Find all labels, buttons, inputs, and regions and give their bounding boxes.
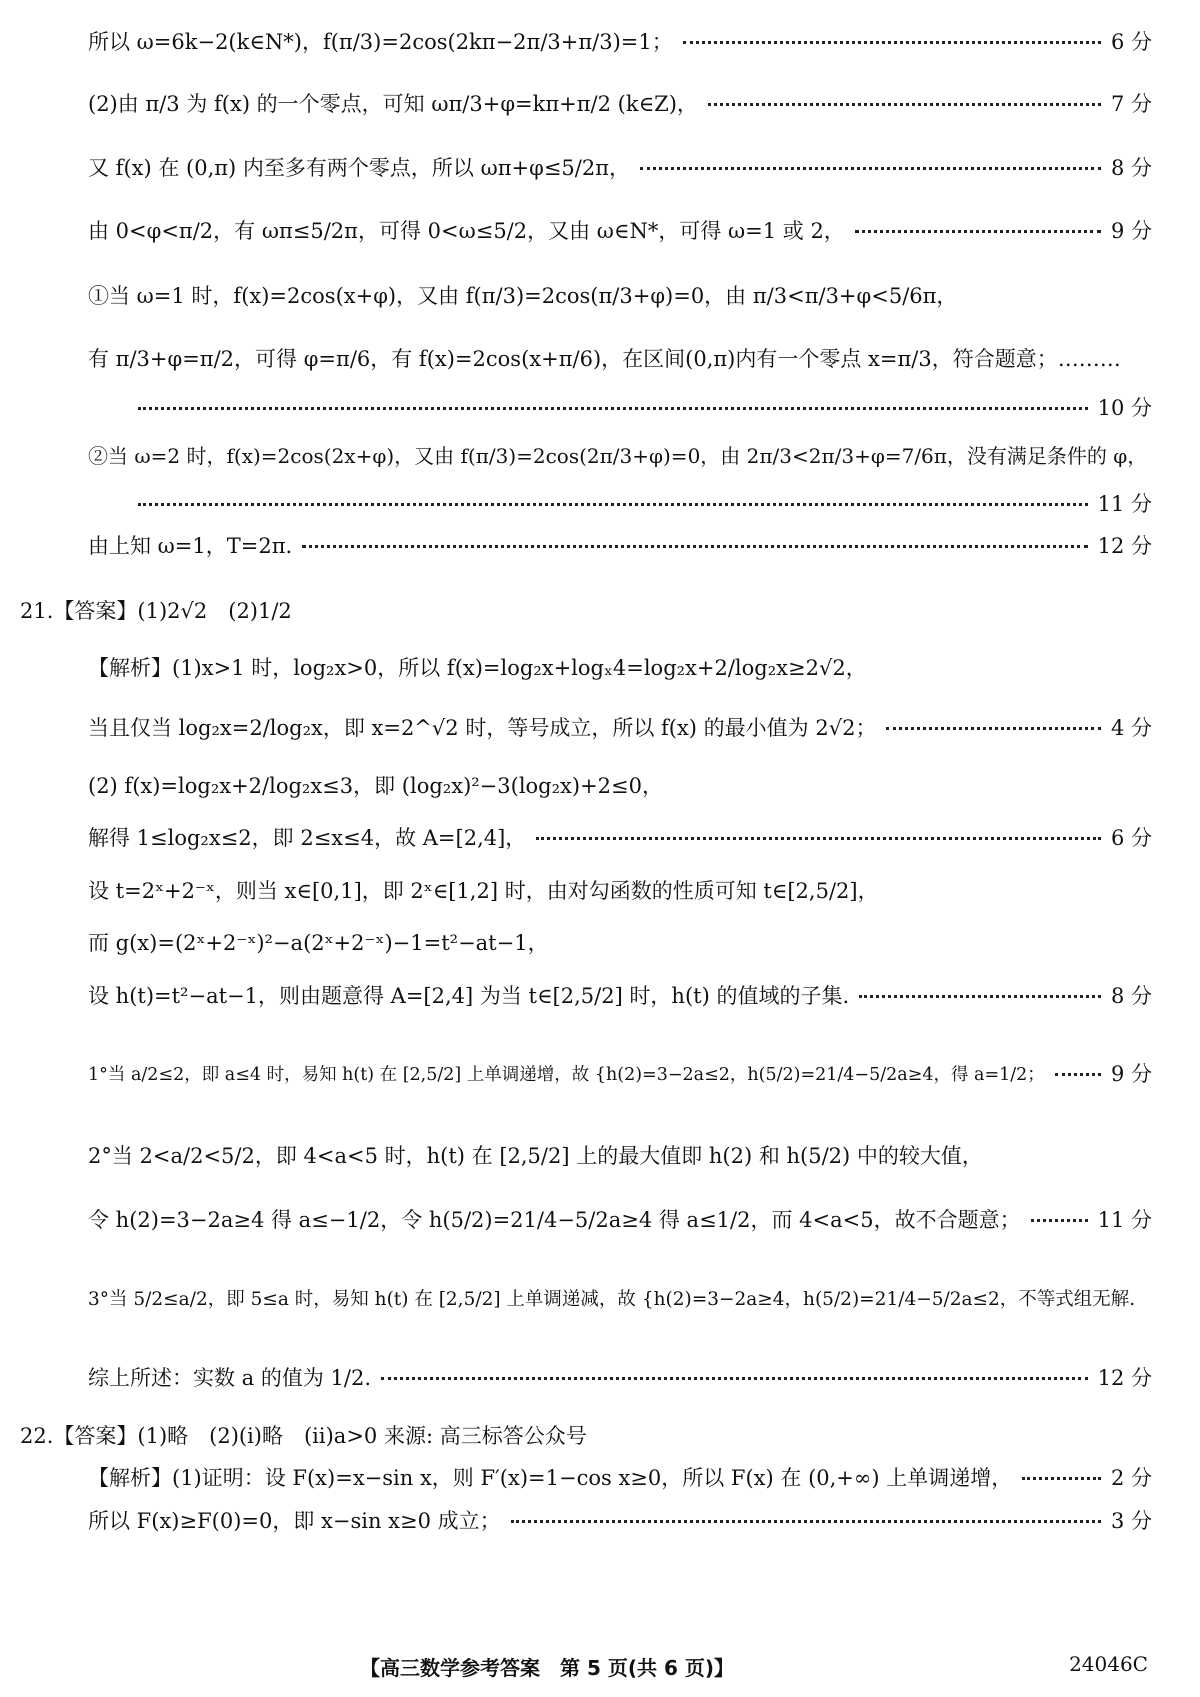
solution-line bbox=[88, 343, 1152, 373]
line-text: 2°当 2<a/2<5/2，即 4<a<5 时，h(t) 在 [2,5/2] 上的最大值即 h(2) 和 h(5/2) 中的较大值， bbox=[88, 1144, 983, 1168]
solution-line bbox=[88, 875, 1152, 905]
line-text: 令 h(2)=3−2a≥4 得 a≤−1/2，令 h(5/2)=21/4−5/2a≥4 得 a≤1/2，而 4<a<5，故不合题意； bbox=[88, 1208, 1021, 1232]
dot-leader bbox=[1022, 1475, 1101, 1480]
dot-leader bbox=[511, 1518, 1101, 1523]
line-text: 3°当 5/2≤a/2，即 5≤a 时，易知 h(t) 在 [2,5/2] 上单调递减，故 {h(2)=3−2a≥4，h(5/2)=21/4−5/2a≤2，不等式组无解. bbox=[88, 1289, 1136, 1310]
line-text: (2)由 π/3 为 f(x) 的一个零点，可知 ωπ/3+φ=kπ+π/2 (k∈Z)， bbox=[88, 92, 698, 116]
solution-line bbox=[88, 530, 1152, 560]
line-text: ①当 ω=1 时，f(x)=2cos(x+φ)，又由 f(π/3)=2cos(π/3+φ)=0，由 π/3<π/3+φ<5/6π， bbox=[88, 284, 958, 308]
score-points: 10 分 bbox=[1097, 396, 1152, 420]
solution-line bbox=[88, 927, 1152, 957]
score-points: 12 分 bbox=[1097, 1366, 1152, 1390]
solution-line bbox=[88, 1505, 1152, 1535]
score-points: 11 分 bbox=[1097, 492, 1152, 516]
solution-line bbox=[88, 280, 1152, 310]
footer-title: 【高三数学参考答案 第 5 页(共 6 页)】 bbox=[360, 1656, 734, 1680]
line-text: 有 π/3+φ=π/2，可得 φ=π/6，有 f(x)=2cos(x+π/6)，在区间(0,π)内有一个零点 x=π/3，符合题意；……… bbox=[88, 347, 1121, 371]
solution-line bbox=[88, 215, 1152, 245]
score-points: 7 分 bbox=[1110, 92, 1152, 116]
question-answer-heading bbox=[20, 595, 1152, 625]
dot-leader bbox=[886, 725, 1101, 730]
line-text: 【解析】(1)证明：设 F(x)=x−sin x，则 F′(x)=1−cos x≥0，所以 F(x) 在 (0,+∞) 上单调递增， bbox=[88, 1466, 1013, 1490]
dot-leader bbox=[138, 501, 1088, 506]
solution-line bbox=[88, 770, 1152, 800]
solution-line bbox=[88, 652, 1152, 682]
line-text: 设 h(t)=t²−at−1，则由题意得 A=[2,4] 为当 t∈[2,5/2] 时，h(t) 的值域的子集. bbox=[88, 984, 850, 1008]
line-text: 而 g(x)=(2ˣ+2⁻ˣ)²−a(2ˣ+2⁻ˣ)−1=t²−at−1， bbox=[88, 931, 549, 955]
line-text: 综上所述：实数 a 的值为 1/2. bbox=[88, 1366, 372, 1390]
solution-line bbox=[88, 1058, 1152, 1088]
solution-line bbox=[88, 1285, 1152, 1311]
score-points: 11 分 bbox=[1097, 1208, 1152, 1232]
solution-line bbox=[88, 980, 1152, 1010]
score-points: 12 分 bbox=[1097, 534, 1152, 558]
document-code: 24046C bbox=[1069, 1652, 1148, 1676]
solution-line bbox=[88, 26, 1152, 56]
line-text: 所以 ω=6k−2(k∈N*)，f(π/3)=2cos(2kπ−2π/3+π/3)=1； bbox=[88, 30, 673, 54]
line-text: 由上知 ω=1，T=2π. bbox=[88, 534, 293, 558]
line-text: 22.【答案】(1)略 (2)(ⅰ)略 (ⅱ)a>0 来源: 高三标答公众号 bbox=[20, 1424, 587, 1448]
line-text: 所以 F(x)≥F(0)=0，即 x−sin x≥0 成立； bbox=[88, 1509, 501, 1533]
line-text: 解得 1≤log₂x≤2，即 2≤x≤4，故 A=[2,4]， bbox=[88, 826, 527, 850]
page-footer bbox=[0, 1652, 1200, 1682]
score-points: 8 分 bbox=[1110, 984, 1152, 1008]
line-text: (2) f(x)=log₂x+2/log₂x≤3，即 (log₂x)²−3(log₂x)+2≤0， bbox=[88, 774, 663, 798]
dot-leader bbox=[1031, 1217, 1088, 1222]
dot-leader bbox=[302, 543, 1087, 548]
line-text: 又 f(x) 在 (0,π) 内至多有两个零点，所以 ωπ+φ≤5/2π， bbox=[88, 156, 631, 180]
line-text: 当且仅当 log₂x=2/log₂x，即 x=2^√2 时，等号成立，所以 f(x) 的最小值为 2√2； bbox=[88, 716, 877, 740]
solution-line bbox=[88, 1204, 1152, 1234]
solution-line bbox=[88, 1140, 1152, 1170]
solution-line bbox=[88, 1362, 1152, 1392]
line-text: 由 0<φ<π/2，有 ωπ≤5/2π，可得 0<ω≤5/2，又由 ω∈N*，可得 ω=1 或 2， bbox=[88, 219, 845, 243]
line-text: 21.【答案】(1)2√2 (2)1/2 bbox=[20, 599, 292, 623]
question-answer-heading bbox=[20, 1420, 1152, 1450]
dot-leader bbox=[683, 39, 1101, 44]
solution-line bbox=[88, 712, 1152, 742]
score-points: 9 分 bbox=[1110, 219, 1152, 243]
solution-line bbox=[88, 822, 1152, 852]
dot-leader bbox=[1055, 1071, 1101, 1076]
dot-leader bbox=[859, 993, 1101, 998]
dot-leader bbox=[138, 405, 1088, 410]
score-points: 6 分 bbox=[1110, 30, 1152, 54]
score-points: 3 分 bbox=[1110, 1509, 1152, 1533]
solution-line bbox=[88, 152, 1152, 182]
line-text: 1°当 a/2≤2，即 a≤4 时，易知 h(t) 在 [2,5/2] 上单调递增，故 {h(2)=3−2a≤2，h(5/2)=21/4−5/2a≥4，得 a=1/2； bbox=[88, 1064, 1045, 1085]
score-points: 2 分 bbox=[1110, 1466, 1152, 1490]
line-text: 设 t=2ˣ+2⁻ˣ，则当 x∈[0,1]，即 2ˣ∈[1,2] 时，由对勾函数的性质可知 t∈[2,5/2]， bbox=[88, 879, 879, 903]
dot-leader bbox=[708, 101, 1101, 106]
solution-line bbox=[128, 488, 1152, 518]
dot-leader bbox=[381, 1375, 1088, 1380]
line-text: ②当 ω=2 时，f(x)=2cos(2x+φ)，又由 f(π/3)=2cos(2π/3+φ)=0，由 2π/3<2π/3+φ=7/6π，没有满足条件的 φ， bbox=[88, 444, 1148, 468]
dot-leader bbox=[536, 835, 1101, 840]
solution-line bbox=[88, 88, 1152, 118]
score-points: 9 分 bbox=[1110, 1062, 1152, 1086]
score-points: 8 分 bbox=[1110, 156, 1152, 180]
dot-leader bbox=[855, 228, 1101, 233]
solution-line bbox=[128, 392, 1152, 422]
line-text: 【解析】(1)x>1 时，log₂x>0，所以 f(x)=log₂x+logₓ4=log₂x+2/log₂x≥2√2， bbox=[88, 656, 867, 680]
score-points: 4 分 bbox=[1110, 716, 1152, 740]
solution-line bbox=[88, 440, 1152, 469]
solution-line bbox=[88, 1462, 1152, 1492]
dot-leader bbox=[640, 165, 1101, 170]
score-points: 6 分 bbox=[1110, 826, 1152, 850]
